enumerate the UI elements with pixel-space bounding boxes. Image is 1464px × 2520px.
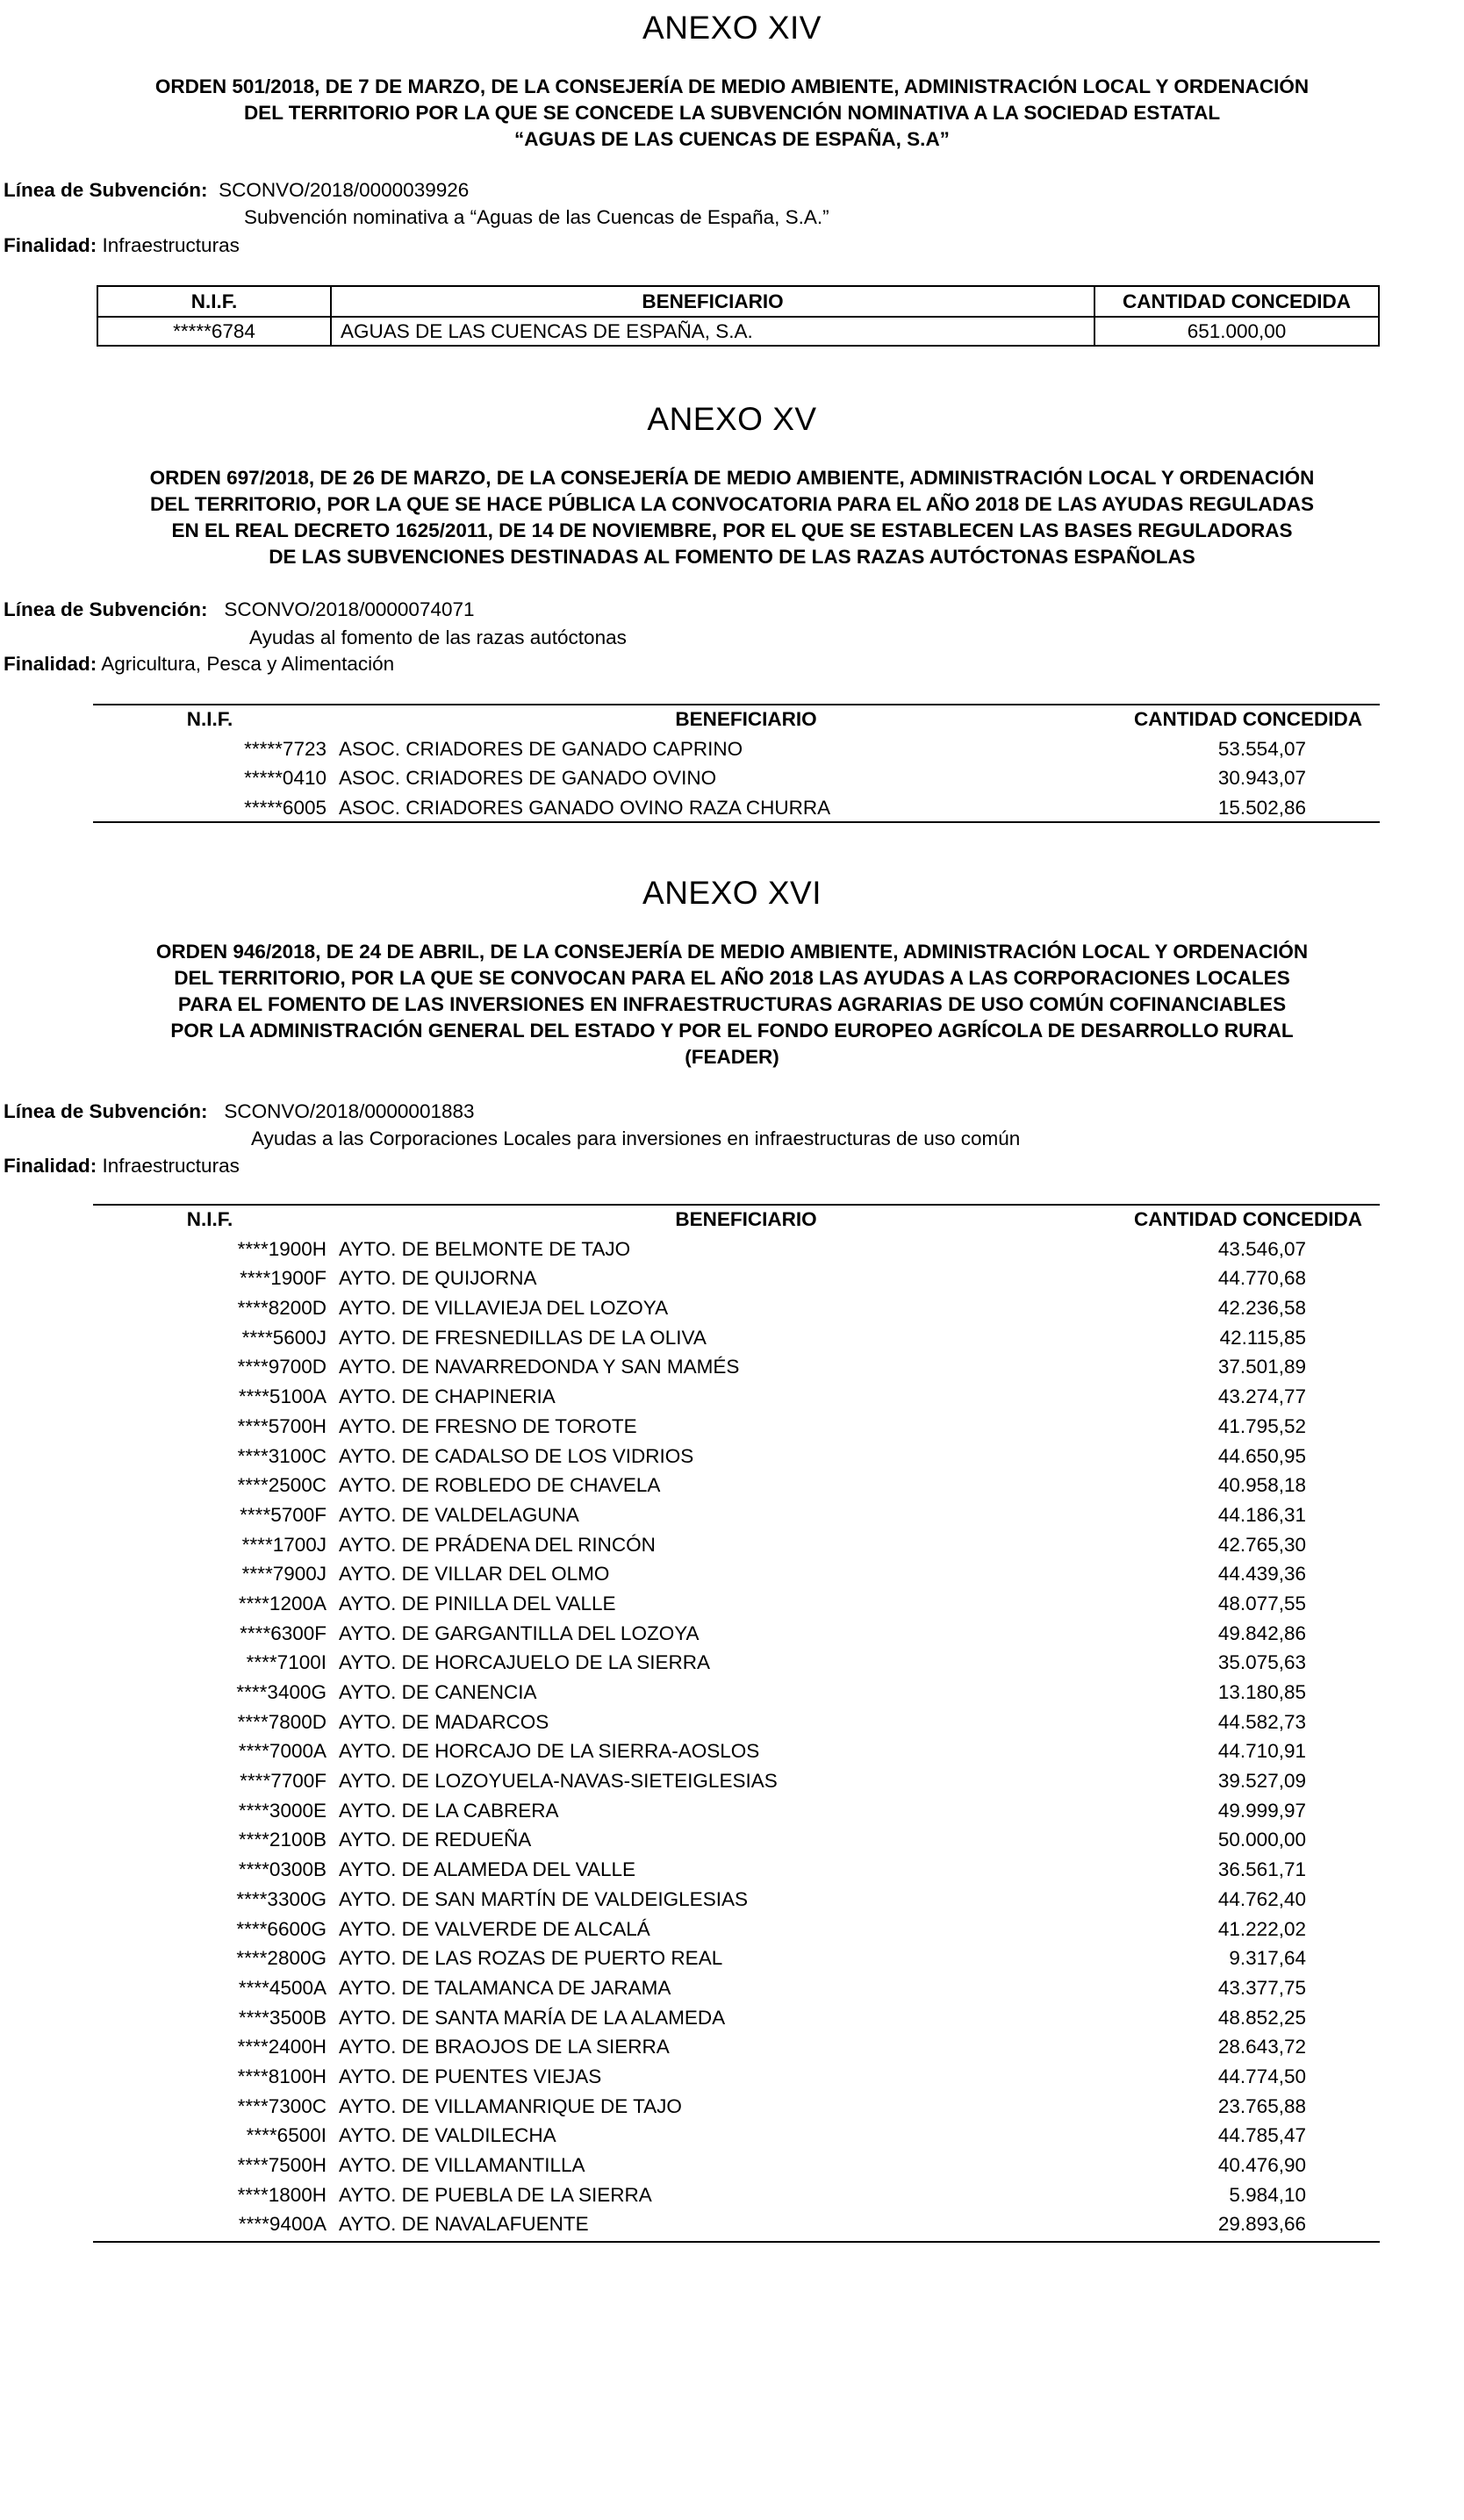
table-row bbox=[93, 1825, 1380, 1855]
finalidad-value: Infraestructuras bbox=[102, 234, 240, 256]
cell-beneficiario: AYTO. DE MADARCOS bbox=[339, 1710, 549, 1733]
cell-beneficiario: AYTO. DE BELMONTE DE TAJO bbox=[339, 1237, 631, 1260]
linea-description: Ayudas al fomento de las razas autóctonas bbox=[249, 626, 627, 648]
table-row bbox=[93, 2121, 1380, 2151]
anexo-xvi-finalidad bbox=[4, 1153, 240, 1179]
cell-cantidad: 36.561,71 bbox=[1217, 1858, 1306, 1881]
order-line: EN EL REAL DECRETO 1625/2011, DE 14 DE NOVIEMBRE, POR EL QUE SE ESTABLECEN LAS BASES REGULADORAS bbox=[171, 519, 1293, 541]
cell-nif: ****2100B bbox=[238, 1829, 327, 1851]
finalidad-value: Agricultura, Pesca y Alimentación bbox=[101, 653, 395, 675]
cell-beneficiario: AYTO. DE FRESNEDILLAS DE LA OLIVA bbox=[339, 1326, 707, 1349]
order-line: PARA EL FOMENTO DE LAS INVERSIONES EN INFRAESTRUCTURAS AGRARIAS DE USO COMÚN COFINANCIABLES bbox=[177, 993, 1287, 1015]
cell-beneficiario: ASOC. CRIADORES DE GANADO CAPRINO bbox=[339, 737, 743, 760]
table-row bbox=[93, 793, 1380, 823]
order-line: DEL TERRITORIO, POR LA QUE SE CONVOCAN PARA EL AÑO 2018 LAS AYUDAS A LAS CORPORACIONES LOCALES bbox=[174, 967, 1290, 989]
cell-cantidad: 44.710,91 bbox=[1217, 1740, 1306, 1763]
cell-beneficiario: AGUAS DE LAS CUENCAS DE ESPAÑA, S.A. bbox=[341, 320, 753, 342]
order-line: ORDEN 697/2018, DE 26 DE MARZO, DE LA CONSEJERÍA DE MEDIO AMBIENTE, ADMINISTRACIÓN LOCAL Y ORDENACIÓN bbox=[149, 467, 1315, 489]
cell-nif: ****1900H bbox=[237, 1237, 327, 1260]
cell-beneficiario: AYTO. DE SANTA MARÍA DE LA ALAMEDA bbox=[339, 2006, 726, 2029]
anexo-xv-title: ANEXO XV bbox=[647, 401, 817, 437]
order-line: POR LA ADMINISTRACIÓN GENERAL DEL ESTADO Y POR EL FONDO EUROPEO AGRÍCOLA DE DESARROLLO RURAL bbox=[170, 1020, 1294, 1042]
cell-nif: *****6784 bbox=[173, 320, 255, 342]
table-row bbox=[93, 1412, 1380, 1442]
header-cantidad: CANTIDAD CONCEDIDA bbox=[1134, 1208, 1362, 1230]
cell-beneficiario: AYTO. DE VILLAMANRIQUE DE TAJO bbox=[339, 2094, 682, 2117]
cell-nif: ****2400H bbox=[237, 2036, 327, 2058]
table-row bbox=[93, 1973, 1380, 2003]
table-row bbox=[93, 1442, 1380, 1471]
header-beneficiario: BENEFICIARIO bbox=[642, 290, 784, 312]
table-row bbox=[93, 1589, 1380, 1619]
cell-nif: ****7900J bbox=[241, 1563, 327, 1586]
cell-beneficiario: AYTO. DE HORCAJUELO DE LA SIERRA bbox=[339, 1651, 711, 1674]
cell-beneficiario: AYTO. DE REDUEÑA bbox=[339, 1829, 532, 1851]
cell-beneficiario: AYTO. DE NAVALAFUENTE bbox=[339, 2213, 589, 2236]
header-cantidad: CANTIDAD CONCEDIDA bbox=[1123, 290, 1351, 312]
cell-nif: ****3100C bbox=[237, 1444, 327, 1467]
table-row bbox=[93, 1530, 1380, 1560]
table-row bbox=[93, 1707, 1380, 1737]
cell-cantidad: 41.795,52 bbox=[1217, 1414, 1306, 1437]
cell-cantidad: 40.476,90 bbox=[1217, 2154, 1306, 2176]
cell-cantidad: 13.180,85 bbox=[1217, 1681, 1306, 1703]
cell-nif: ****3400G bbox=[236, 1681, 327, 1703]
table-row bbox=[93, 1293, 1380, 1323]
cell-nif: ****5100A bbox=[238, 1385, 327, 1408]
cell-cantidad: 39.527,09 bbox=[1217, 1770, 1306, 1793]
cell-nif: ****1900F bbox=[240, 1267, 327, 1290]
cell-nif: *****7723 bbox=[244, 737, 327, 760]
linea-label: Línea de Subvención: bbox=[4, 598, 208, 620]
cell-nif: ****9700D bbox=[237, 1356, 327, 1378]
cell-beneficiario: AYTO. DE PUEBLA DE LA SIERRA bbox=[339, 2183, 652, 2206]
cell-nif: ****5600J bbox=[241, 1326, 327, 1349]
cell-beneficiario: AYTO. DE ROBLEDO DE CHAVELA bbox=[339, 1474, 661, 1497]
cell-nif: *****0410 bbox=[244, 767, 327, 790]
table-row bbox=[93, 2003, 1380, 2033]
anexo-xv-finalidad bbox=[4, 651, 394, 677]
table-header bbox=[93, 705, 1380, 734]
cell-beneficiario: AYTO. DE TALAMANCA DE JARAMA bbox=[339, 1976, 671, 1999]
cell-nif: *****6005 bbox=[244, 797, 327, 820]
cell-cantidad: 9.317,64 bbox=[1229, 1947, 1306, 1970]
anexo-xiv-title: ANEXO XIV bbox=[642, 10, 822, 46]
anexo-xiv-table bbox=[97, 285, 1380, 347]
cell-cantidad: 44.650,95 bbox=[1217, 1444, 1306, 1467]
order-line: DEL TERRITORIO POR LA QUE SE CONCEDE LA SUBVENCIÓN NOMINATIVA A LA SOCIEDAD ESTATAL bbox=[243, 102, 1221, 124]
cell-beneficiario: AYTO. DE VILLAR DEL OLMO bbox=[339, 1563, 610, 1586]
cell-cantidad: 53.554,07 bbox=[1217, 737, 1306, 760]
cell-beneficiario: AYTO. DE GARGANTILLA DEL LOZOYA bbox=[339, 1622, 700, 1644]
cell-nif: ****7700F bbox=[240, 1770, 327, 1793]
table-row bbox=[93, 1471, 1380, 1500]
cell-cantidad: 43.274,77 bbox=[1217, 1385, 1306, 1408]
cell-nif: ****2500C bbox=[237, 1474, 327, 1497]
anexo-xvi-order bbox=[53, 939, 1411, 1070]
cell-cantidad: 42.765,30 bbox=[1217, 1533, 1306, 1556]
cell-nif: ****1700J bbox=[241, 1533, 327, 1556]
linea-label: Línea de Subvención: bbox=[4, 1100, 208, 1122]
cell-cantidad: 44.439,36 bbox=[1217, 1563, 1306, 1586]
cell-nif: ****3300G bbox=[236, 1887, 327, 1910]
table-row bbox=[93, 1766, 1380, 1796]
cell-cantidad: 49.999,97 bbox=[1217, 1799, 1306, 1822]
linea-description: Subvención nominativa a “Aguas de las Cuencas de España, S.A.” bbox=[244, 206, 829, 228]
table-row bbox=[93, 2180, 1380, 2210]
anexo-xiv-linea bbox=[4, 177, 469, 204]
table-row bbox=[93, 1648, 1380, 1678]
table-row bbox=[93, 2032, 1380, 2062]
table-row bbox=[93, 1855, 1380, 1885]
cell-beneficiario: AYTO. DE VILLAVIEJA DEL LOZOYA bbox=[339, 1297, 669, 1320]
cell-cantidad: 35.075,63 bbox=[1217, 1651, 1306, 1674]
header-nif: N.I.F. bbox=[186, 708, 233, 730]
header-nif: N.I.F. bbox=[190, 290, 238, 312]
cell-cantidad: 48.852,25 bbox=[1217, 2006, 1306, 2029]
cell-nif: ****0300B bbox=[238, 1858, 327, 1881]
cell-cantidad: 42.115,85 bbox=[1219, 1326, 1306, 1349]
header-nif: N.I.F. bbox=[186, 1208, 233, 1230]
table-row bbox=[93, 1736, 1380, 1766]
cell-nif: ****9400A bbox=[238, 2213, 327, 2236]
order-line: DEL TERRITORIO, POR LA QUE SE HACE PÚBLICA LA CONVOCATORIA PARA EL AÑO 2018 DE LAS AYUDAS REGULADAS bbox=[150, 493, 1314, 515]
cell-beneficiario: AYTO. DE ALAMEDA DEL VALLE bbox=[339, 1858, 636, 1881]
finalidad-label: Finalidad: bbox=[4, 234, 97, 256]
cell-nif: ****4500A bbox=[238, 1976, 327, 1999]
anexo-xvi-linea bbox=[4, 1099, 475, 1125]
cell-cantidad: 30.943,07 bbox=[1217, 767, 1306, 790]
cell-beneficiario: ASOC. CRIADORES GANADO OVINO RAZA CHURRA bbox=[339, 797, 831, 820]
order-line: “AGUAS DE LAS CUENCAS DE ESPAÑA, S.A” bbox=[514, 128, 950, 150]
cell-cantidad: 42.236,58 bbox=[1217, 1297, 1306, 1320]
cell-cantidad: 43.546,07 bbox=[1217, 1237, 1306, 1260]
cell-beneficiario: AYTO. DE PRÁDENA DEL RINCÓN bbox=[339, 1533, 656, 1556]
table-row bbox=[93, 1885, 1380, 1915]
cell-cantidad: 50.000,00 bbox=[1217, 1829, 1306, 1851]
cell-nif: ****3000E bbox=[238, 1799, 327, 1822]
table-row bbox=[93, 1500, 1380, 1530]
anexo-xv-order bbox=[53, 465, 1411, 570]
table-row bbox=[93, 1559, 1380, 1589]
linea-description: Ayudas a las Corporaciones Locales para inversiones en infraestructuras de uso común bbox=[251, 1128, 1021, 1149]
cell-beneficiario: AYTO. DE CANENCIA bbox=[339, 1681, 537, 1703]
order-line: ORDEN 501/2018, DE 7 DE MARZO, DE LA CONSEJERÍA DE MEDIO AMBIENTE, ADMINISTRACIÓN LOCAL Y ORDENACIÓN bbox=[154, 75, 1310, 97]
cell-nif: ****1200A bbox=[238, 1592, 327, 1614]
anexo-xiv-order bbox=[53, 74, 1411, 153]
table-row bbox=[93, 1619, 1380, 1649]
cell-cantidad: 48.077,55 bbox=[1217, 1592, 1306, 1614]
table-row bbox=[93, 1323, 1380, 1353]
table-row bbox=[93, 763, 1380, 793]
table-row bbox=[93, 1915, 1380, 1944]
linea-label: Línea de Subvención: bbox=[4, 179, 208, 201]
finalidad-value: Infraestructuras bbox=[102, 1155, 240, 1177]
linea-code: SCONVO/2018/0000001883 bbox=[224, 1100, 475, 1122]
cell-cantidad: 15.502,86 bbox=[1217, 797, 1306, 820]
cell-beneficiario: AYTO. DE NAVARREDONDA Y SAN MAMÉS bbox=[339, 1356, 740, 1378]
cell-cantidad: 5.984,10 bbox=[1229, 2183, 1306, 2206]
table-row bbox=[93, 734, 1380, 764]
cell-nif: ****2800G bbox=[236, 1947, 327, 1970]
header-cantidad: CANTIDAD CONCEDIDA bbox=[1134, 708, 1362, 730]
table-row bbox=[93, 1796, 1380, 1826]
order-line: DE LAS SUBVENCIONES DESTINADAS AL FOMENTO DE LAS RAZAS AUTÓCTONAS ESPAÑOLAS bbox=[269, 546, 1195, 568]
cell-cantidad: 44.774,50 bbox=[1217, 2065, 1306, 2087]
cell-cantidad: 49.842,86 bbox=[1217, 1622, 1306, 1644]
cell-cantidad: 43.377,75 bbox=[1217, 1976, 1306, 1999]
cell-cantidad: 44.186,31 bbox=[1217, 1503, 1306, 1526]
cell-beneficiario: AYTO. DE HORCAJO DE LA SIERRA-AOSLOS bbox=[339, 1740, 760, 1763]
cell-beneficiario: AYTO. DE CADALSO DE LOS VIDRIOS bbox=[339, 1444, 694, 1467]
cell-nif: ****7000A bbox=[238, 1740, 327, 1763]
cell-nif: ****5700H bbox=[237, 1414, 327, 1437]
cell-beneficiario: AYTO. DE BRAOJOS DE LA SIERRA bbox=[339, 2036, 670, 2058]
cell-cantidad: 651.000,00 bbox=[1187, 320, 1287, 342]
anexo-xvi-title: ANEXO XVI bbox=[642, 875, 822, 911]
finalidad-label: Finalidad: bbox=[4, 653, 97, 675]
table-top-rule bbox=[93, 704, 1380, 705]
anexo-xiv-finalidad bbox=[4, 233, 240, 259]
cell-nif: ****7500H bbox=[237, 2154, 327, 2176]
cell-beneficiario: ASOC. CRIADORES DE GANADO OVINO bbox=[339, 767, 717, 790]
table-row bbox=[93, 1678, 1380, 1707]
cell-beneficiario: AYTO. DE PINILLA DEL VALLE bbox=[339, 1592, 616, 1614]
table-row bbox=[93, 1264, 1380, 1293]
order-line: ORDEN 946/2018, DE 24 DE ABRIL, DE LA CONSEJERÍA DE MEDIO AMBIENTE, ADMINISTRACIÓN LOCAL Y ORDENACIÓN bbox=[155, 941, 1309, 963]
cell-cantidad: 29.893,66 bbox=[1217, 2213, 1306, 2236]
cell-cantidad: 44.770,68 bbox=[1217, 1267, 1306, 1290]
cell-nif: ****7100I bbox=[246, 1651, 327, 1674]
linea-code: SCONVO/2018/0000039926 bbox=[219, 179, 470, 201]
table-top-rule bbox=[93, 1204, 1380, 1206]
table-row bbox=[93, 1944, 1380, 1973]
cell-beneficiario: AYTO. DE VALDILECHA bbox=[339, 2124, 556, 2147]
cell-beneficiario: AYTO. DE VILLAMANTILLA bbox=[339, 2154, 585, 2176]
cell-nif: ****7800D bbox=[237, 1710, 327, 1733]
table-row bbox=[93, 2062, 1380, 2092]
table-bottom-rule bbox=[93, 2241, 1380, 2243]
cell-cantidad: 41.222,02 bbox=[1217, 1917, 1306, 1940]
cell-beneficiario: AYTO. DE CHAPINERIA bbox=[339, 1385, 556, 1408]
cell-nif: ****7300C bbox=[237, 2094, 327, 2117]
cell-cantidad: 44.785,47 bbox=[1217, 2124, 1306, 2147]
table-bottom-rule bbox=[93, 821, 1380, 823]
table-row bbox=[93, 1235, 1380, 1264]
table-row bbox=[93, 1382, 1380, 1412]
cell-beneficiario: AYTO. DE PUENTES VIEJAS bbox=[339, 2065, 602, 2087]
cell-cantidad: 37.501,89 bbox=[1217, 1356, 1306, 1378]
linea-code: SCONVO/2018/0000074071 bbox=[224, 598, 475, 620]
table-row bbox=[93, 1352, 1380, 1382]
anexo-xvi-table bbox=[93, 1205, 1380, 2239]
cell-beneficiario: AYTO. DE FRESNO DE TOROTE bbox=[339, 1414, 637, 1437]
finalidad-label: Finalidad: bbox=[4, 1155, 97, 1177]
cell-cantidad: 44.582,73 bbox=[1217, 1710, 1306, 1733]
cell-beneficiario: AYTO. DE VALVERDE DE ALCALÁ bbox=[339, 1917, 650, 1940]
cell-cantidad: 28.643,72 bbox=[1217, 2036, 1306, 2058]
cell-cantidad: 40.958,18 bbox=[1217, 1474, 1306, 1497]
cell-nif: ****6500I bbox=[246, 2124, 327, 2147]
cell-cantidad: 23.765,88 bbox=[1217, 2094, 1306, 2117]
cell-beneficiario: AYTO. DE LOZOYUELA-NAVAS-SIETEIGLESIAS bbox=[339, 1770, 778, 1793]
table-header bbox=[93, 1205, 1380, 1235]
order-line: (FEADER) bbox=[685, 1046, 779, 1068]
cell-nif: ****6300F bbox=[240, 1622, 327, 1644]
anexo-xv-table bbox=[93, 705, 1380, 823]
cell-beneficiario: AYTO. DE LAS ROZAS DE PUERTO REAL bbox=[339, 1947, 723, 1970]
table-row bbox=[93, 2209, 1380, 2239]
cell-nif: ****8100H bbox=[237, 2065, 327, 2087]
cell-beneficiario: AYTO. DE SAN MARTÍN DE VALDEIGLESIAS bbox=[339, 1887, 748, 1910]
cell-nif: ****6600G bbox=[236, 1917, 327, 1940]
anexo-xv-linea bbox=[4, 597, 475, 623]
table-row bbox=[93, 2092, 1380, 2122]
cell-beneficiario: AYTO. DE VALDELAGUNA bbox=[339, 1503, 579, 1526]
cell-nif: ****5700F bbox=[240, 1503, 327, 1526]
cell-nif: ****3500B bbox=[238, 2006, 327, 2029]
header-beneficiario: BENEFICIARIO bbox=[675, 708, 817, 730]
cell-beneficiario: AYTO. DE QUIJORNA bbox=[339, 1267, 537, 1290]
cell-nif: ****1800H bbox=[237, 2183, 327, 2206]
cell-beneficiario: AYTO. DE LA CABRERA bbox=[339, 1799, 559, 1822]
cell-nif: ****8200D bbox=[237, 1297, 327, 1320]
table-row bbox=[93, 2151, 1380, 2180]
header-beneficiario: BENEFICIARIO bbox=[675, 1208, 817, 1230]
cell-cantidad: 44.762,40 bbox=[1217, 1887, 1306, 1910]
